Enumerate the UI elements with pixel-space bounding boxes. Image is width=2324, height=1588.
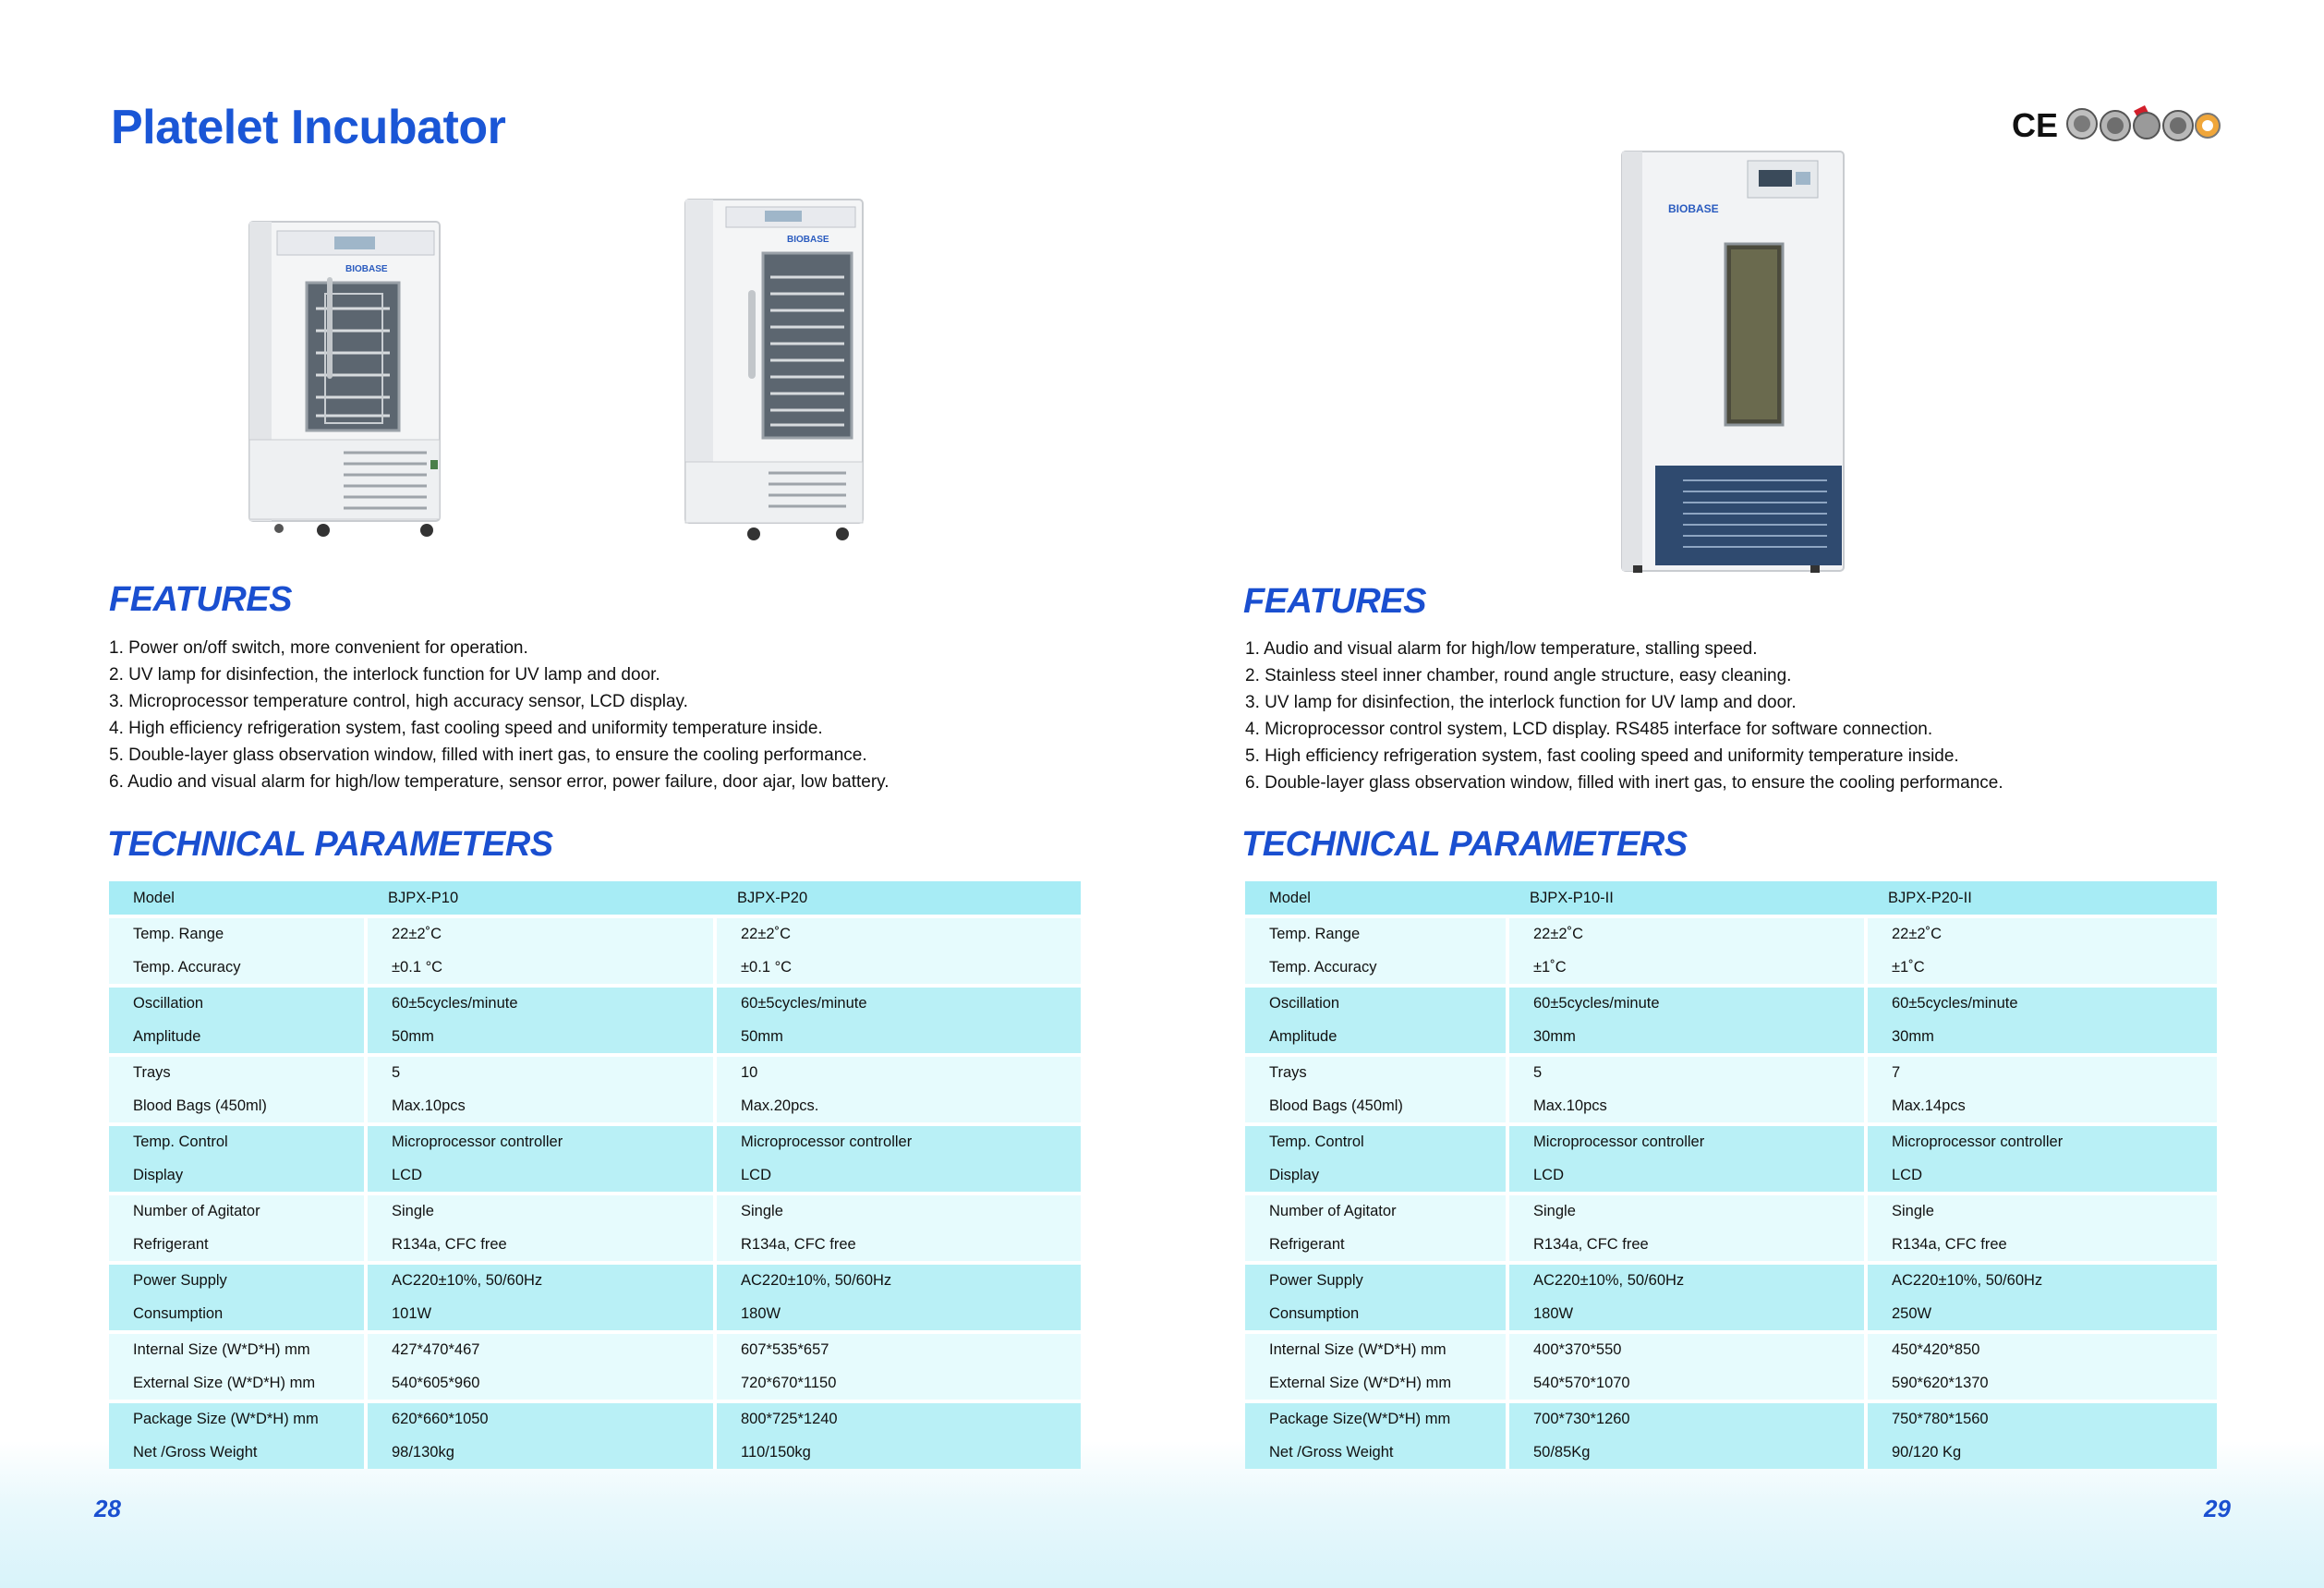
param-label-cell: Net /Gross Weight [1245, 1436, 1506, 1470]
param-value-cell: 110/150kg [713, 1436, 1081, 1470]
table-row [1245, 1400, 2217, 1436]
param-value-cell: 180W [713, 1298, 1081, 1331]
param-value-cell: 5 [364, 1053, 713, 1090]
table-row [109, 1298, 1081, 1331]
param-value-cell: 700*730*1260 [1506, 1400, 1864, 1436]
table-row [109, 1330, 1081, 1367]
table-row [109, 1122, 1081, 1159]
page-title: Platelet Incubator [111, 101, 506, 154]
table-row [109, 1436, 1081, 1470]
table-row [1245, 1436, 2217, 1470]
param-value-cell: 750*780*1560 [1864, 1400, 2217, 1436]
table-row [1245, 1122, 2217, 1159]
param-value-cell: Single [364, 1192, 713, 1229]
table-row [1245, 952, 2217, 985]
iso9001-icon [2067, 109, 2097, 139]
param-label-cell: Number of Agitator [109, 1192, 364, 1229]
param-value-cell: AC220±10%, 50/60Hz [1506, 1261, 1864, 1298]
quality-award-icon [2134, 105, 2160, 139]
feature-item: 2. UV lamp for disinfection, the interlock function for UV lamp and door. [109, 665, 660, 685]
table-header-row [109, 881, 1081, 915]
table-header-cell: Model [1245, 881, 1506, 915]
param-label-cell: Display [1245, 1159, 1506, 1193]
param-label-cell: Display [109, 1159, 364, 1193]
param-value-cell: 22±2˚C [713, 915, 1081, 952]
param-label-cell: Amplitude [1245, 1021, 1506, 1054]
table-header-cell: BJPX-P20 [713, 881, 1081, 915]
params-heading-left: TECHNICAL PARAMETERS [107, 825, 553, 864]
params-table-right [1245, 881, 2217, 1469]
param-label-cell: External Size (W*D*H) mm [1245, 1367, 1506, 1400]
table-header-cell: Model [109, 881, 364, 915]
param-value-cell: 450*420*850 [1864, 1330, 2217, 1367]
param-label-cell: Temp. Accuracy [109, 952, 364, 985]
param-value-cell: 101W [364, 1298, 713, 1331]
param-label-cell: Internal Size (W*D*H) mm [1245, 1330, 1506, 1367]
param-value-cell: AC220±10%, 50/60Hz [1864, 1261, 2217, 1298]
param-value-cell: 590*620*1370 [1864, 1367, 2217, 1400]
params-heading-right: TECHNICAL PARAMETERS [1241, 825, 1688, 864]
iso13485-icon [2163, 111, 2193, 140]
brand-label: BIOBASE [787, 235, 829, 245]
param-value-cell: ±0.1 °C [713, 952, 1081, 985]
param-label-cell: Temp. Accuracy [1245, 952, 1506, 985]
param-label-cell: Temp. Range [1245, 915, 1506, 952]
param-value-cell: LCD [713, 1159, 1081, 1193]
table-row [1245, 1021, 2217, 1054]
feature-item: 3. UV lamp for disinfection, the interlock function for UV lamp and door. [1245, 693, 1797, 712]
param-value-cell: Max.14pcs [1864, 1090, 2217, 1123]
param-value-cell: R134a, CFC free [1506, 1229, 1864, 1262]
feature-item: 6. Audio and visual alarm for high/low temperature, sensor error, power failure, door ajar, low battery. [109, 772, 890, 792]
param-value-cell: 98/130kg [364, 1436, 713, 1470]
param-value-cell: ±1˚C [1506, 952, 1864, 985]
feature-item: 4. Microprocessor control system, LCD display. RS485 interface for software connection. [1245, 720, 1933, 739]
feature-item: 4. High efficiency refrigeration system, fast cooling speed and uniformity temperature inside. [109, 719, 823, 738]
param-value-cell: ±0.1 °C [364, 952, 713, 985]
param-value-cell: 607*535*657 [713, 1330, 1081, 1367]
param-value-cell: AC220±10%, 50/60Hz [364, 1261, 713, 1298]
param-label-cell: Number of Agitator [1245, 1192, 1506, 1229]
table-row [109, 1053, 1081, 1090]
certification-strip [2010, 103, 2221, 146]
table-row [109, 915, 1081, 952]
param-value-cell: 30mm [1864, 1021, 2217, 1054]
table-row [1245, 1229, 2217, 1262]
param-label-cell: Refrigerant [109, 1229, 364, 1262]
param-value-cell: LCD [1506, 1159, 1864, 1193]
table-row [1245, 915, 2217, 952]
product-image-bjpx-p10 [242, 218, 447, 539]
table-row [109, 952, 1081, 985]
param-label-cell: Temp. Control [109, 1122, 364, 1159]
param-value-cell: Microprocessor controller [1506, 1122, 1864, 1159]
feature-item: 2. Stainless steel inner chamber, round angle structure, easy cleaning. [1245, 666, 1792, 685]
feature-item: 5. High efficiency refrigeration system, fast cooling speed and uniformity temperature inside. [1245, 746, 1959, 766]
table-row [109, 984, 1081, 1021]
param-value-cell: Single [1864, 1192, 2217, 1229]
param-value-cell: 427*470*467 [364, 1330, 713, 1367]
param-value-cell: 540*570*1070 [1506, 1367, 1864, 1400]
features-heading-right: FEATURES [1243, 582, 1426, 621]
brand-label: BIOBASE [1668, 202, 1719, 215]
param-label-cell: Amplitude [109, 1021, 364, 1054]
param-label-cell: Power Supply [109, 1261, 364, 1298]
param-value-cell: Microprocessor controller [713, 1122, 1081, 1159]
table-row [1245, 1261, 2217, 1298]
table-row [1245, 984, 2217, 1021]
table-row [1245, 1298, 2217, 1331]
param-label-cell: Consumption [109, 1298, 364, 1331]
product-image-bjpx-p20 [680, 198, 870, 545]
iso14001-icon [2100, 111, 2130, 140]
param-label-cell: Oscillation [1245, 984, 1506, 1021]
param-value-cell: AC220±10%, 50/60Hz [713, 1261, 1081, 1298]
param-value-cell: ±1˚C [1864, 952, 2217, 985]
param-label-cell: Power Supply [1245, 1261, 1506, 1298]
table-row [109, 1261, 1081, 1298]
param-value-cell: 720*670*1150 [713, 1367, 1081, 1400]
page-number-left: 28 [94, 1495, 121, 1522]
param-label-cell: Temp. Control [1245, 1122, 1506, 1159]
features-heading-left: FEATURES [109, 580, 292, 619]
param-value-cell: 60±5cycles/minute [364, 984, 713, 1021]
param-value-cell: 30mm [1506, 1021, 1864, 1054]
feature-item: 3. Microprocessor temperature control, high accuracy sensor, LCD display. [109, 692, 688, 711]
param-value-cell: 800*725*1240 [713, 1400, 1081, 1436]
table-row [1245, 1192, 2217, 1229]
param-value-cell: R134a, CFC free [713, 1229, 1081, 1262]
param-value-cell: Max.10pcs [364, 1090, 713, 1123]
param-label-cell: Package Size (W*D*H) mm [109, 1400, 364, 1436]
param-value-cell: 50mm [713, 1021, 1081, 1054]
param-value-cell: R134a, CFC free [364, 1229, 713, 1262]
param-value-cell: Microprocessor controller [1864, 1122, 2217, 1159]
param-value-cell: 7 [1864, 1053, 2217, 1090]
table-row [109, 1090, 1081, 1123]
param-label-cell: Trays [109, 1053, 364, 1090]
table-header-cell: BJPX-P10-II [1506, 881, 1864, 915]
table-row [1245, 1159, 2217, 1193]
product-image-bjpx-p10-ii [1618, 144, 1847, 575]
param-value-cell: 22±2˚C [364, 915, 713, 952]
brand-label: BIOBASE [345, 264, 388, 274]
param-label-cell: Consumption [1245, 1298, 1506, 1331]
param-value-cell: LCD [364, 1159, 713, 1193]
param-value-cell: 180W [1506, 1298, 1864, 1331]
param-label-cell: External Size (W*D*H) mm [109, 1367, 364, 1400]
feature-item: 1. Power on/off switch, more convenient for operation. [109, 638, 528, 658]
param-value-cell: Microprocessor controller [364, 1122, 713, 1159]
param-label-cell: Oscillation [109, 984, 364, 1021]
param-value-cell: R134a, CFC free [1864, 1229, 2217, 1262]
table-row [109, 1192, 1081, 1229]
param-label-cell: Refrigerant [1245, 1229, 1506, 1262]
param-value-cell: 50mm [364, 1021, 713, 1054]
param-label-cell: Temp. Range [109, 915, 364, 952]
table-row [109, 1229, 1081, 1262]
feature-item: 5. Double-layer glass observation window, filled with inert gas, to ensure the cooling performance. [109, 746, 867, 765]
param-value-cell: 90/120 Kg [1864, 1436, 2217, 1470]
table-header-cell: BJPX-P20-II [1864, 881, 2217, 915]
table-row [1245, 1090, 2217, 1123]
param-label-cell: Internal Size (W*D*H) mm [109, 1330, 364, 1367]
param-value-cell: 250W [1864, 1298, 2217, 1331]
param-label-cell: Blood Bags (450ml) [1245, 1090, 1506, 1123]
table-header-cell: BJPX-P10 [364, 881, 713, 915]
param-value-cell: 60±5cycles/minute [1864, 984, 2217, 1021]
table-row [1245, 1367, 2217, 1400]
feature-item: 1. Audio and visual alarm for high/low temperature, stalling speed. [1245, 639, 1758, 659]
param-value-cell: 620*660*1050 [364, 1400, 713, 1436]
quality-mark-icon [2196, 114, 2220, 138]
param-value-cell: 540*605*960 [364, 1367, 713, 1400]
param-label-cell: Blood Bags (450ml) [109, 1090, 364, 1123]
features-list-right [1245, 636, 2003, 796]
table-row [1245, 1330, 2217, 1367]
features-list-left [109, 635, 890, 795]
param-value-cell: Max.10pcs [1506, 1090, 1864, 1123]
params-table-left [109, 881, 1081, 1469]
feature-item: 6. Double-layer glass observation window, filled with inert gas, to ensure the cooling performance. [1245, 773, 2003, 793]
param-label-cell: Net /Gross Weight [109, 1436, 364, 1470]
param-value-cell: 5 [1506, 1053, 1864, 1090]
param-value-cell: Single [713, 1192, 1081, 1229]
param-value-cell: Max.20pcs. [713, 1090, 1081, 1123]
table-row [109, 1367, 1081, 1400]
table-header-row [1245, 881, 2217, 915]
table-row [109, 1021, 1081, 1054]
table-row [1245, 1053, 2217, 1090]
param-value-cell: 50/85Kg [1506, 1436, 1864, 1470]
page-number-right: 29 [2204, 1495, 2231, 1522]
ce-mark: CE [2012, 106, 2059, 144]
param-label-cell: Trays [1245, 1053, 1506, 1090]
table-row [109, 1400, 1081, 1436]
param-value-cell: 22±2˚C [1864, 915, 2217, 952]
param-value-cell: Single [1506, 1192, 1864, 1229]
param-value-cell: 60±5cycles/minute [713, 984, 1081, 1021]
param-value-cell: 60±5cycles/minute [1506, 984, 1864, 1021]
param-value-cell: 10 [713, 1053, 1081, 1090]
param-label-cell: Package Size(W*D*H) mm [1245, 1400, 1506, 1436]
param-value-cell: 400*370*550 [1506, 1330, 1864, 1367]
param-value-cell: 22±2˚C [1506, 915, 1864, 952]
table-row [109, 1159, 1081, 1193]
param-value-cell: LCD [1864, 1159, 2217, 1193]
